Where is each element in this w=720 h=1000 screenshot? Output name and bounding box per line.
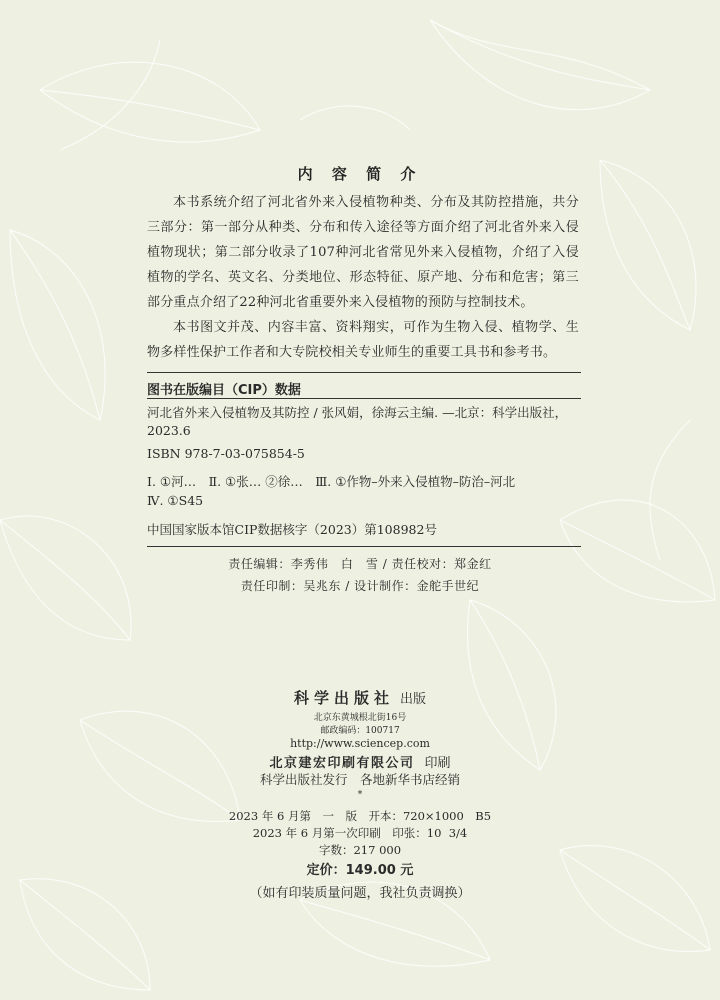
staff-credits: 责任印制：吴兆东 / 设计制作：金舵手世纪: [240, 579, 480, 593]
printer-line: [0, 752, 720, 771]
printing-line: 2023 年 6 月第一次印刷 印张：10 3/4: [252, 826, 468, 840]
star-separator: *: [357, 790, 363, 800]
edition-line: 2023 年 6 月第 一 版 开本：720×1000 B5: [228, 809, 492, 823]
printer-name: 北京建宏印刷有限公司: [269, 756, 415, 771]
cip-classification: Ⅰ. ①河… Ⅱ. ①张… ②徐… Ⅲ. ①作物–外来入侵植物–防治–河北: [147, 474, 516, 489]
staff-credits: 责任编辑：李秀伟 白 雪 / 责任校对：郑金红: [228, 557, 492, 571]
divider-rule: [147, 398, 581, 399]
cip-classification: Ⅳ. ①S45: [147, 493, 204, 508]
publisher-line: [0, 687, 720, 708]
divider-rule: [147, 372, 581, 373]
intro-paragraph: 本书图文并茂、内容丰富、资料翔实，可作为生物入侵、植物学、生物多样性保护工作者和大专院校相关专业师生的重要工具书和参考书。: [147, 320, 579, 360]
quality-note: （如有印装质量问题，我社负责调换）: [249, 886, 471, 901]
intro-title: 内 容 简 介: [297, 165, 423, 183]
divider-rule: [147, 546, 581, 547]
publisher-url: http://www.sciencep.com: [290, 737, 430, 750]
intro-body: [147, 190, 579, 365]
publisher-address: 北京东黄城根北街16号: [313, 713, 407, 723]
cip-isbn: ISBN 978-7-03-075854-5: [147, 446, 305, 461]
cip-title: 图书在版编目（CIP）数据: [147, 383, 301, 398]
cip-book-line: 河北省外来入侵植物及其防控 / 张风娟，徐海云主编. —北京：科学出版社，2023.6: [147, 405, 568, 438]
publisher-suffix: 出版: [400, 692, 427, 707]
intro-paragraph: 本书系统介绍了河北省外来入侵植物种类、分布及其防控措施，共分三部分：第一部分从种类、分布和传入途径等方面介绍了河北省外来入侵植物现状；第二部分收录了107种河北省常见外来入侵植物，介绍了入侵植物的学名、英文名、分类地位、形态特征、原产地、分布和危害；第三部分重点介绍了22种河北省重要外来入侵植物的预防与控制技术。: [147, 195, 579, 310]
publisher-postcode: 邮政编码：100717: [320, 726, 400, 736]
printer-suffix: 印刷: [424, 756, 451, 771]
cip-record-number: 中国国家版本馆CIP数据核字（2023）第108982号: [147, 522, 437, 537]
publisher-name: 科学出版社: [293, 689, 394, 707]
distribution-line: 科学出版社发行 各地新华书店经销: [259, 772, 460, 787]
price: 定价：149.00 元: [306, 863, 414, 878]
word-count: 字数：217 000: [318, 843, 402, 857]
